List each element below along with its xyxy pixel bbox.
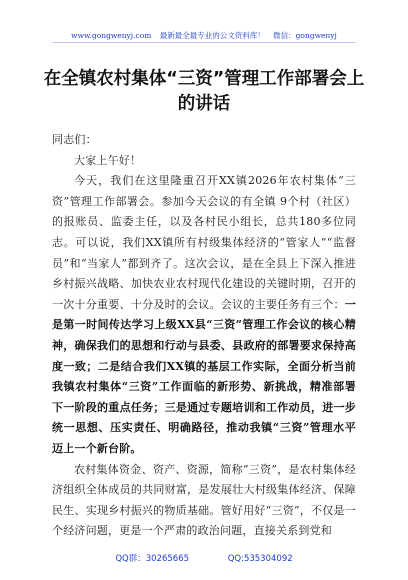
greeting: 大家上午好！ <box>74 153 142 167</box>
header-site-link[interactable]: www.gongwenyj.com <box>71 31 152 40</box>
footer-qq-group: QQ群：30265665 <box>115 554 190 564</box>
header-slogan: 最新最全最专业的公文资料库！ <box>159 31 265 40</box>
paragraph-1-text: 今天，我们在这里隆重召开XX镇2026年农村集体“三资”管理工作部署会。参加今天会议的有全镇 9个村（社区）的报账员、监委主任，以及各村民小组长，总共180多位同志。可以说，我们XX镇所有村级集体经济的“管家人”“监督员”和“当家人”都到齐了。这次会议，是在全县上下深入推进乡村振兴战略、加快农业农村现代化建设的关键时期，召开的一次十分重要、十分及时的会议。会议的主要任务有三个： <box>52 174 356 311</box>
page-footer <box>0 552 408 564</box>
header-divider <box>52 42 356 43</box>
salutation: 同志们： <box>52 133 97 146</box>
document-body <box>52 130 356 542</box>
header-wechat: 微信：gongwenyj <box>273 31 337 40</box>
paragraph-1-bold: 一是第一时间传达学习上级XX县“三资”管理工作会议的核心精神，确保我们的思想和行动与县委、县政府的部署要求保持高度一致；二是结合我们XX镇的基层工作实际，全面分析当前我镇农村集体“三资”工作面临的新形势、新挑战，精准部署下一阶段的重点任务；三是通过专题培训和工作动员，进一步统一思想、压实责任、明确路径，推动我镇“三资”管理水平迈上一个新台阶。 <box>52 297 356 455</box>
paragraph-2: 农村集体资金、资产、资源，简称“三资”，是农村集体经济组织全体成员的共同财富，是发展壮大村级集体经济、保障民生、实现乡村振兴的物质基础。管好用好“三资”，不仅是一个经济问题，更是一个严肃的政治问题，直接关系到党和 <box>52 462 356 538</box>
document-title: 在全镇农村集体“三资”管理工作部署会上的讲话 <box>43 69 365 114</box>
paragraph-1 <box>52 171 356 459</box>
footer-qq: QQ:535304092 <box>227 554 293 564</box>
page-header <box>0 30 408 41</box>
